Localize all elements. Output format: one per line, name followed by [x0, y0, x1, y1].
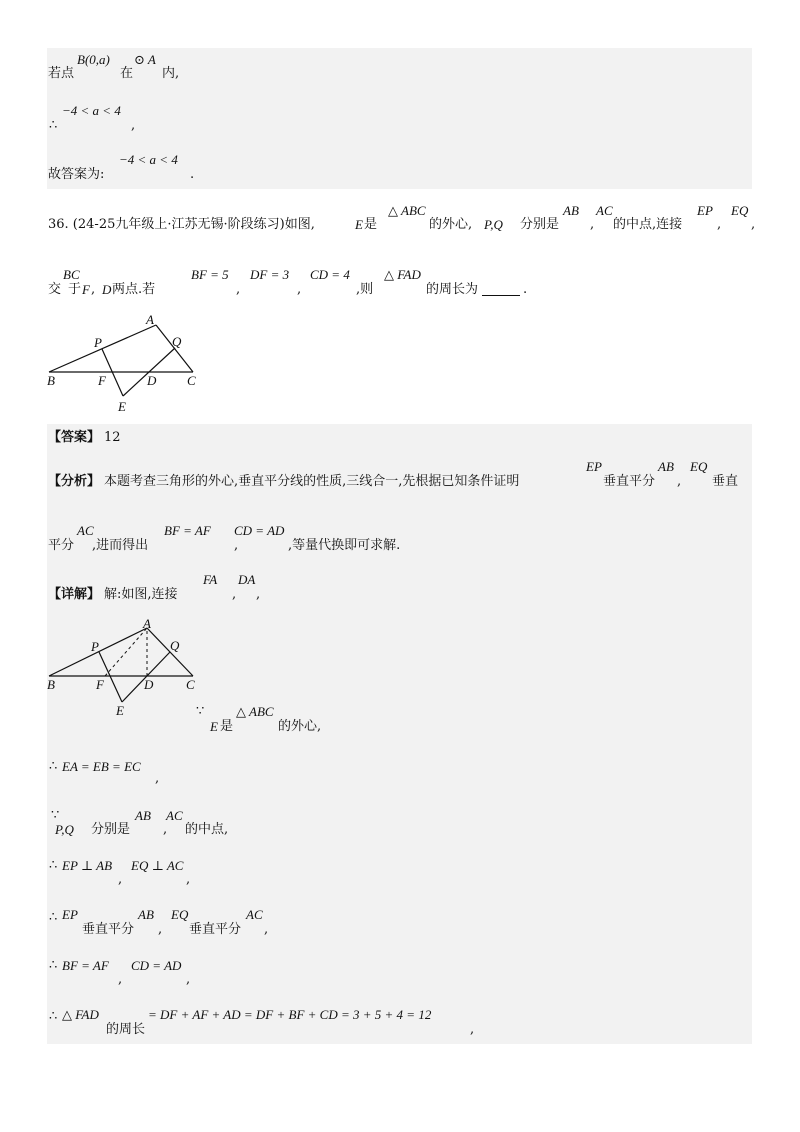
- detail-DA: DA: [238, 572, 256, 587]
- step4-AC: AC: [246, 907, 263, 922]
- detail-is: 是: [220, 719, 234, 734]
- analysis-label: 【分析】: [48, 474, 101, 489]
- step3-sym: ∴: [49, 858, 58, 873]
- detail-comma1: ,: [232, 587, 237, 602]
- label2-B: B: [47, 677, 55, 692]
- analysis-AC: AC: [77, 523, 94, 538]
- prev-line2-math: −4 < a < 4: [62, 103, 121, 118]
- question-tri-abc: △ ABC: [388, 203, 426, 218]
- question-BC: BC: [63, 267, 80, 282]
- step2-comma: ,: [163, 822, 168, 837]
- step1-end: ,: [155, 771, 160, 786]
- step6-sym: ∴: [49, 1009, 58, 1024]
- step3-math1: EP ⊥ AB: [62, 858, 113, 873]
- question-EQ: EQ: [731, 203, 749, 218]
- label2-A: A: [143, 616, 151, 631]
- step5-end: ,: [186, 972, 191, 987]
- label-D: D: [147, 373, 157, 388]
- previous-solution-block: [47, 48, 752, 189]
- label-Q: Q: [172, 334, 182, 349]
- question-comma1: ,: [590, 217, 595, 232]
- question-ze: ,则: [356, 282, 374, 297]
- prev-line2-end: ,: [131, 118, 136, 133]
- question-comma2: ,: [717, 217, 722, 232]
- detail-E: E: [210, 719, 218, 734]
- prev-line1-math1: B(0,a): [77, 52, 110, 67]
- step6-equation: = DF + AF + AD = DF + BF + CD = 3 + 5 + 4 = 12: [148, 1007, 432, 1022]
- question-F: F: [82, 282, 90, 297]
- label2-P: P: [91, 639, 99, 654]
- label-P: P: [94, 335, 102, 350]
- question-comma-fd: ,: [91, 282, 96, 297]
- step4-EP: EP: [62, 907, 78, 922]
- analysis-jin: ,进而得出: [92, 538, 149, 553]
- step5-math1: BF = AF: [62, 958, 109, 973]
- analysis-AB: AB: [658, 459, 674, 474]
- question-perim: 的周长为: [426, 282, 479, 297]
- prev-line2-therefore: ∴: [49, 118, 58, 133]
- question-bf5: BF = 5: [191, 267, 229, 282]
- step2-AC: AC: [166, 808, 183, 823]
- label2-D: D: [144, 677, 154, 692]
- prev-line3-math: −4 < a < 4: [119, 152, 178, 167]
- prev-line3-text: 故答案为:: [48, 167, 105, 182]
- step2-sym: ∵: [51, 808, 60, 823]
- step4-cz1: 垂直平分: [82, 922, 135, 937]
- analysis-EP: EP: [586, 459, 602, 474]
- question-EP: EP: [697, 203, 713, 218]
- question-AB: AB: [563, 203, 579, 218]
- detail-text: 解:如图,连接: [104, 587, 178, 602]
- step2-mid: 的中点,: [185, 822, 229, 837]
- answer-blank[interactable]: [482, 281, 520, 296]
- prev-line1-in: 在: [120, 66, 134, 81]
- question-cd4: CD = 4: [310, 267, 350, 282]
- label2-Q: Q: [170, 638, 180, 653]
- question-mid: 的中点,连接: [613, 217, 683, 232]
- question-figure: [44, 310, 214, 420]
- analysis-comma2: ,: [234, 538, 239, 553]
- step2-AB: AB: [135, 808, 151, 823]
- analysis-cdad: CD = AD: [234, 523, 285, 538]
- question-twopts: 两点.若: [112, 282, 156, 297]
- question-E: E: [355, 217, 363, 232]
- step3-comma: ,: [118, 872, 123, 887]
- detail-FA: FA: [203, 572, 218, 587]
- question-df3: DF = 3: [250, 267, 290, 282]
- step2-are: 分别是: [91, 822, 131, 837]
- prev-line1-end: 内,: [162, 66, 180, 81]
- detail-tri: △ ABC: [236, 704, 274, 719]
- analysis-rest: ,等量代换即可求解.: [288, 538, 401, 553]
- question-pq: P,Q: [484, 217, 503, 232]
- prev-line1-math2: ⊙ A: [134, 52, 156, 67]
- analysis-chuizhi2: 垂直: [712, 474, 739, 489]
- step4-comma: ,: [158, 922, 163, 937]
- label2-C: C: [186, 677, 195, 692]
- answer-value: 12: [104, 430, 121, 445]
- question-end: .: [523, 282, 528, 297]
- question-prefix: 36. (24-25九年级上·江苏无锡·阶段练习)如图,: [48, 217, 315, 232]
- step4-AB: AB: [138, 907, 154, 922]
- step6-tri: △ FAD: [62, 1007, 99, 1022]
- seg-BA: [49, 325, 156, 372]
- question-tri-fad: △ FAD: [384, 267, 421, 282]
- detail-because: ∵: [196, 704, 205, 719]
- step5-sym: ∴: [49, 958, 58, 973]
- solution-figure: [44, 616, 204, 722]
- question-AC: AC: [596, 203, 613, 218]
- prev-line3-end: .: [190, 167, 195, 182]
- question-comma-a: ,: [236, 282, 241, 297]
- step1-sym: ∴: [49, 759, 58, 774]
- step2-pq: P,Q: [55, 822, 74, 837]
- step4-sym: ∴: [49, 910, 58, 925]
- detail-circ: 的外心,: [278, 719, 322, 734]
- step4-end: ,: [264, 922, 269, 937]
- seg2-FA-dashed: [105, 628, 147, 676]
- analysis-chuizhi: 垂直平分: [603, 474, 656, 489]
- label2-F: F: [96, 677, 104, 692]
- question-yu: 于: [68, 282, 82, 297]
- solution-block: [47, 424, 752, 1044]
- label-A: A: [146, 312, 154, 327]
- question-circum: 的外心,: [429, 217, 473, 232]
- step3-end: ,: [186, 872, 191, 887]
- detail-label: 【详解】: [48, 587, 101, 602]
- step3-math2: EQ ⊥ AC: [131, 858, 184, 873]
- question-comma3: ,: [751, 217, 756, 232]
- step5-comma: ,: [118, 972, 123, 987]
- question-comma-b: ,: [297, 282, 302, 297]
- label-B: B: [47, 373, 55, 388]
- answer-label: 【答案】: [48, 430, 101, 445]
- step6-perim: 的周长: [106, 1022, 146, 1037]
- analysis-comma: ,: [677, 474, 682, 489]
- analysis-pingfen: 平分: [48, 538, 75, 553]
- question-is: 是: [364, 217, 378, 232]
- step5-math2: CD = AD: [131, 958, 182, 973]
- step4-EQ: EQ: [171, 907, 189, 922]
- detail-comma2: ,: [256, 587, 261, 602]
- label-C: C: [187, 373, 196, 388]
- label-E: E: [118, 399, 126, 414]
- question-D: D: [102, 282, 112, 297]
- analysis-EQ: EQ: [690, 459, 708, 474]
- label2-E: E: [116, 703, 124, 718]
- question-jiao: 交: [48, 282, 62, 297]
- step1-math: EA = EB = EC: [62, 759, 141, 774]
- step4-cz2: 垂直平分: [189, 922, 242, 937]
- question-are: 分别是: [520, 217, 560, 232]
- label-F: F: [98, 373, 106, 388]
- prev-line1-text: 若点: [48, 66, 75, 81]
- step6-end: ,: [470, 1022, 475, 1037]
- analysis-bfaf: BF = AF: [164, 523, 211, 538]
- analysis-text: 本题考查三角形的外心,垂直平分线的性质,三线合一,先根据已知条件证明: [104, 474, 520, 489]
